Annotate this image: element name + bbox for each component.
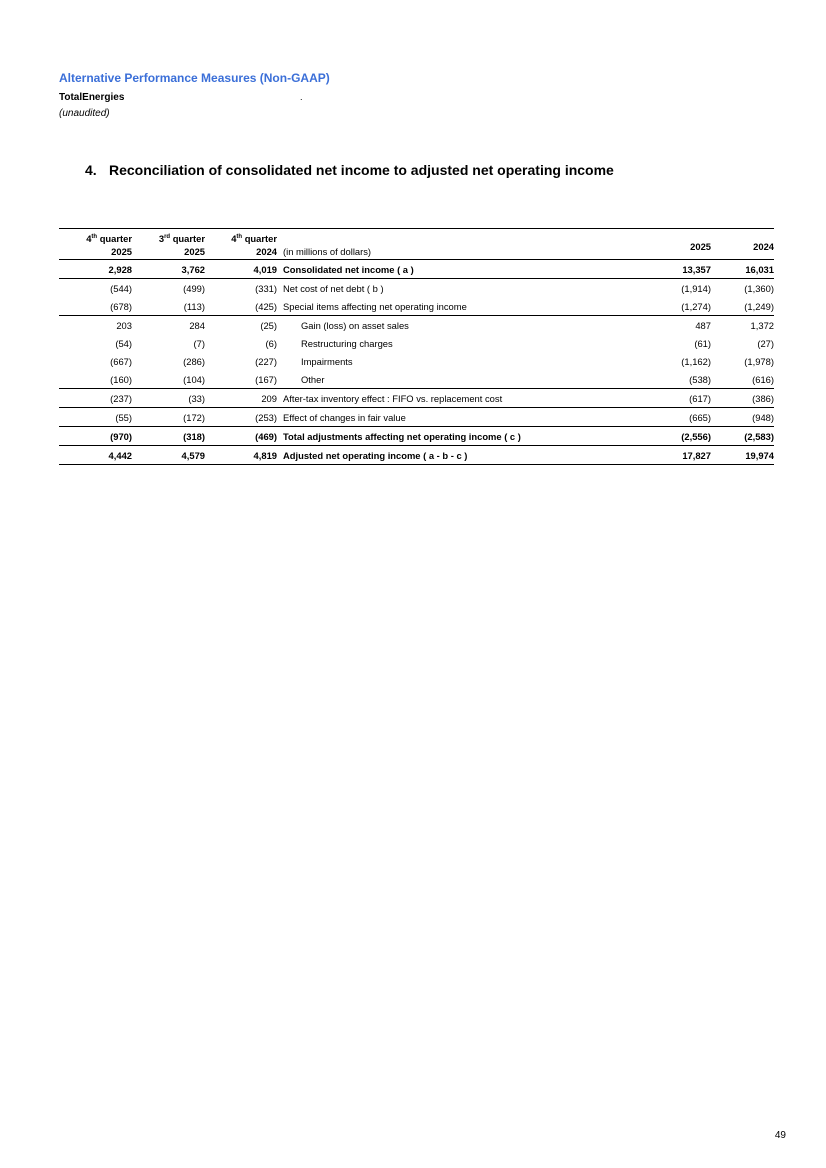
cell-fy-2024: (1,978) [744, 355, 774, 367]
cell-fy-2025: (2,556) [652, 427, 711, 446]
cell-q3-2025: (286) [183, 355, 205, 367]
column-header-q4-2024: 4th quarter 2024 [231, 233, 277, 257]
column-header-q4-2025: 4th quarter 2025 [86, 233, 132, 257]
cell-q4-2025: (678) [110, 300, 132, 312]
header-dot: . [300, 92, 303, 102]
table-row [59, 446, 774, 465]
cell-q4-2024: (227) [255, 355, 277, 367]
cell-q4-2024: 209 [205, 389, 277, 408]
cell-q4-2024: (425) [255, 300, 277, 312]
cell-q4-2025: 4,442 [59, 446, 132, 465]
company-name: TotalEnergies [59, 92, 125, 103]
row-label: Gain (loss) on asset sales [277, 316, 652, 335]
cell-fy-2025: (61) [694, 337, 711, 349]
table-row [59, 334, 774, 352]
cell-q4-2024: (469) [205, 427, 277, 446]
cell-q4-2025: (667) [110, 355, 132, 367]
cell-q4-2024: (25) [205, 316, 277, 335]
row-label: Adjusted net operating income ( a - b - c ) [277, 446, 652, 465]
cell-fy-2025: (1,162) [681, 355, 711, 367]
row-label: Impairments [301, 355, 353, 367]
cell-q4-2024: 4,819 [205, 446, 277, 465]
section-number: 4. [85, 162, 97, 178]
row-label: Restructuring charges [301, 337, 393, 349]
table-header-row [59, 229, 774, 260]
row-label: Effect of changes in fair value [277, 408, 652, 427]
table-row [59, 408, 774, 427]
cell-q3-2025: (33) [132, 389, 205, 408]
table-row [59, 352, 774, 370]
cell-q4-2025: (544) [59, 279, 132, 298]
cell-q4-2025: (237) [59, 389, 132, 408]
cell-fy-2025: (617) [652, 389, 711, 408]
cell-fy-2025: (1,914) [652, 279, 711, 298]
cell-fy-2024: 16,031 [711, 260, 774, 279]
table-row [59, 370, 774, 389]
table-row [59, 389, 774, 408]
cell-fy-2025: 487 [652, 316, 711, 335]
cell-q4-2024: (331) [205, 279, 277, 298]
cell-q4-2024: (167) [255, 373, 277, 385]
cell-q4-2025: 2,928 [59, 260, 132, 279]
cell-fy-2024: 1,372 [711, 316, 774, 335]
cell-fy-2025: 13,357 [652, 260, 711, 279]
row-label: Consolidated net income ( a ) [277, 260, 652, 279]
row-label: After-tax inventory effect : FIFO vs. replacement cost [277, 389, 652, 408]
table-row [59, 297, 774, 316]
reconciliation-table [59, 228, 774, 465]
cell-fy-2025: (665) [652, 408, 711, 427]
cell-q4-2025: 203 [59, 316, 132, 335]
cell-q3-2025: (318) [132, 427, 205, 446]
cell-fy-2024: (386) [711, 389, 774, 408]
cell-q4-2024: 4,019 [205, 260, 277, 279]
cell-q4-2025: (160) [110, 373, 132, 385]
cell-q4-2025: (54) [115, 337, 132, 349]
page-number: 49 [774, 1130, 786, 1141]
table-row [59, 260, 774, 279]
cell-q3-2025: (104) [183, 373, 205, 385]
column-header-fy-2025: 2025 [690, 241, 711, 252]
cell-fy-2025: (1,274) [681, 300, 711, 312]
cell-fy-2024: (1,249) [744, 300, 774, 312]
cell-fy-2025: 17,827 [652, 446, 711, 465]
column-header-unit-label: (in millions of dollars) [283, 246, 372, 257]
cell-q3-2025: (113) [183, 300, 205, 312]
row-label: Special items affecting net operating income [283, 300, 467, 312]
row-label: Net cost of net debt ( b ) [277, 279, 652, 298]
cell-q4-2025: (55) [59, 408, 132, 427]
cell-q3-2025: 284 [132, 316, 205, 335]
table-row [59, 279, 774, 298]
cell-fy-2024: (616) [752, 373, 774, 385]
report-title: Alternative Performance Measures (Non-GAAP) [59, 71, 330, 85]
cell-q3-2025: 3,762 [132, 260, 205, 279]
section-heading [85, 162, 614, 178]
cell-fy-2024: (948) [711, 408, 774, 427]
cell-q3-2025: 4,579 [132, 446, 205, 465]
row-label: Other [301, 373, 325, 385]
column-header-q3-2025: 3rd quarter 2025 [158, 233, 205, 257]
cell-fy-2024: 19,974 [711, 446, 774, 465]
cell-q3-2025: (172) [132, 408, 205, 427]
cell-fy-2024: (27) [757, 337, 774, 349]
table-row [59, 427, 774, 446]
row-label: Total adjustments affecting net operating income ( c ) [277, 427, 652, 446]
cell-q3-2025: (499) [132, 279, 205, 298]
unaudited-note: (unaudited) [59, 108, 110, 119]
column-header-fy-2024: 2024 [753, 241, 774, 252]
cell-q4-2025: (970) [59, 427, 132, 446]
cell-fy-2025: (538) [689, 373, 711, 385]
section-title: Reconciliation of consolidated net income to adjusted net operating income [109, 162, 614, 178]
cell-q3-2025: (7) [193, 337, 205, 349]
table-row [59, 316, 774, 335]
cell-fy-2024: (1,360) [711, 279, 774, 298]
cell-q4-2024: (6) [265, 337, 277, 349]
cell-q4-2024: (253) [205, 408, 277, 427]
cell-fy-2024: (2,583) [711, 427, 774, 446]
